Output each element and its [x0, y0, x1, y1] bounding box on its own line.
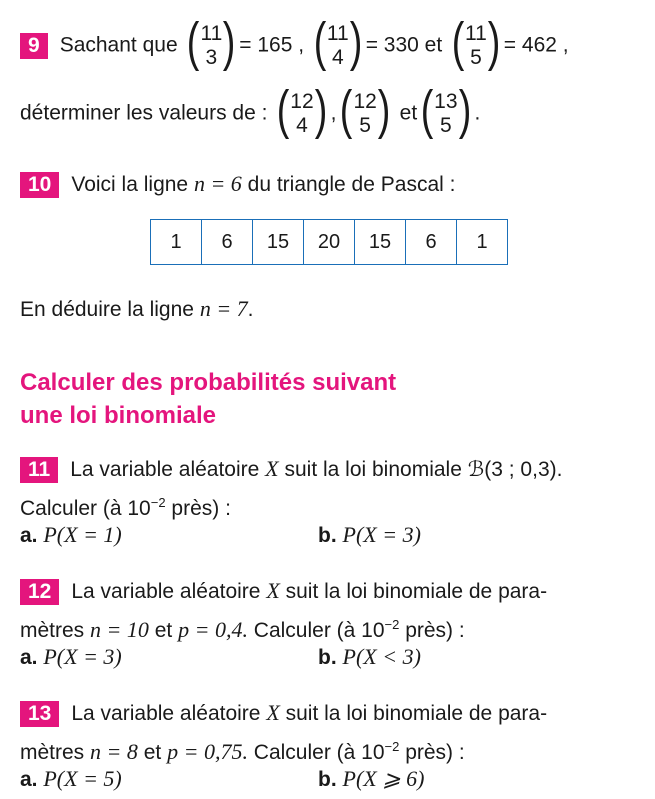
exercise-number-badge: 11 — [20, 457, 58, 483]
item-label: b. — [318, 646, 337, 669]
exercise-12-a — [20, 643, 122, 672]
exercise-11-a — [20, 521, 122, 550]
exercise-number-badge: 12 — [20, 579, 59, 605]
item-label: a. — [20, 646, 38, 669]
exercise-9-line-2 — [20, 80, 481, 140]
table-cell: 15 — [355, 220, 406, 265]
exercise-number-badge: 13 — [20, 701, 59, 727]
exponent: −2 — [150, 495, 166, 510]
text: près) : — [171, 497, 231, 520]
text: Voici la ligne — [71, 173, 189, 196]
section-heading: Calculer des probabilités suivant — [20, 369, 397, 396]
binom-k: 5 — [470, 46, 482, 69]
binomial-coefficient: ( 11 3 ) — [187, 12, 236, 72]
binomial-coefficient: ( 11 4 ) — [313, 12, 362, 72]
exercise-number-badge: 9 — [20, 33, 48, 59]
exercise-number-badge: 10 — [20, 172, 59, 198]
binom-k: 4 — [331, 46, 344, 69]
exponent: −2 — [384, 617, 400, 632]
math: P(X = 1) — [43, 522, 122, 547]
binomial-coefficient: ( 13 5 ) — [420, 80, 471, 140]
text: Calculer (à 10 — [253, 741, 385, 764]
text: . — [247, 298, 254, 321]
math: X — [266, 578, 280, 603]
math: P(X = 3) — [342, 522, 421, 547]
math: ℬ(3 ; 0,3). — [467, 458, 563, 481]
math: P(X ⩾ 6) — [342, 766, 425, 791]
math: X — [266, 700, 280, 725]
table-cell: 1 — [151, 220, 202, 265]
math: P(X = 3) — [43, 644, 122, 669]
text: = 462 , — [503, 33, 569, 57]
text: La variable aléatoire — [71, 702, 261, 725]
text: , — [330, 101, 337, 125]
table-row — [151, 220, 508, 265]
math: n = 10 — [90, 617, 149, 642]
exercise-11-b — [318, 521, 421, 550]
exercise-13-line-2 — [20, 733, 465, 767]
table-cell: 1 — [457, 220, 508, 265]
exercise-11-line-1 — [20, 455, 562, 484]
item-label: b. — [318, 524, 337, 547]
math: n = 8 — [90, 739, 138, 764]
text: Calculer (à 10 — [20, 497, 151, 520]
pascal-row-table — [150, 219, 508, 265]
table-cell: 20 — [304, 220, 355, 265]
text: et — [399, 101, 418, 125]
exercise-9-line-1 — [20, 12, 569, 72]
binom-k: 3 — [205, 46, 218, 69]
math: P(X = 5) — [43, 766, 122, 791]
binom-n: 12 — [290, 90, 314, 113]
text: suit la loi binomiale de para- — [285, 580, 548, 603]
binomial-coefficient: ( 12 5 ) — [340, 80, 391, 140]
exercise-11-line-2 — [20, 489, 231, 523]
binom-k: 5 — [439, 114, 452, 137]
text: En déduire la ligne — [20, 298, 194, 321]
text: mètres — [20, 741, 85, 764]
exercise-12-b — [318, 643, 421, 672]
binom-n: 11 — [326, 22, 349, 45]
exponent: −2 — [384, 739, 400, 754]
text: suit la loi binomiale de para- — [285, 702, 548, 725]
text: près) : — [405, 741, 465, 764]
exercise-13-line-1 — [20, 699, 547, 728]
text: et — [154, 619, 173, 642]
text: = 330 et — [365, 33, 443, 57]
table-cell: 6 — [202, 220, 253, 265]
exercise-12-line-1 — [20, 577, 547, 606]
item-label: a. — [20, 768, 38, 791]
binom-n: 12 — [353, 90, 377, 113]
text: déterminer les valeurs de : — [20, 101, 268, 125]
item-label: a. — [20, 524, 38, 547]
binom-n: 11 — [465, 22, 487, 45]
text: La variable aléatoire — [70, 458, 260, 481]
exercise-13-b — [318, 765, 424, 794]
text: Calculer (à 10 — [253, 619, 385, 642]
text: du triangle de Pascal : — [247, 173, 456, 196]
binom-k: 5 — [359, 114, 371, 137]
math: n = 6 — [193, 171, 242, 196]
section-heading: une loi binomiale — [20, 402, 217, 429]
binom-k: 4 — [296, 114, 308, 137]
math: p = 0,4. — [178, 617, 248, 642]
binomial-coefficient: ( 12 4 ) — [276, 80, 327, 140]
text: près) : — [405, 619, 465, 642]
math: P(X < 3) — [342, 644, 421, 669]
table-cell: 15 — [253, 220, 304, 265]
table-cell: 6 — [406, 220, 457, 265]
text: Sachant que — [59, 33, 178, 57]
item-label: b. — [318, 768, 337, 791]
text: mètres — [20, 619, 85, 642]
binomial-coefficient: ( 11 5 ) — [451, 12, 501, 72]
math: X — [265, 456, 279, 481]
text: et — [143, 741, 162, 764]
math: p = 0,75. — [167, 739, 248, 764]
text: . — [474, 101, 481, 125]
math: n = 7 — [199, 296, 248, 321]
text: La variable aléatoire — [71, 580, 261, 603]
exercise-10-line-2 — [20, 295, 254, 324]
exercise-13-a — [20, 765, 122, 794]
text: = 165 , — [239, 33, 305, 57]
exercise-12-line-2 — [20, 611, 465, 645]
binom-n: 11 — [200, 22, 223, 45]
binom-n: 13 — [434, 90, 458, 113]
exercise-10-line-1 — [20, 170, 455, 199]
text: suit la loi binomiale — [284, 458, 462, 481]
